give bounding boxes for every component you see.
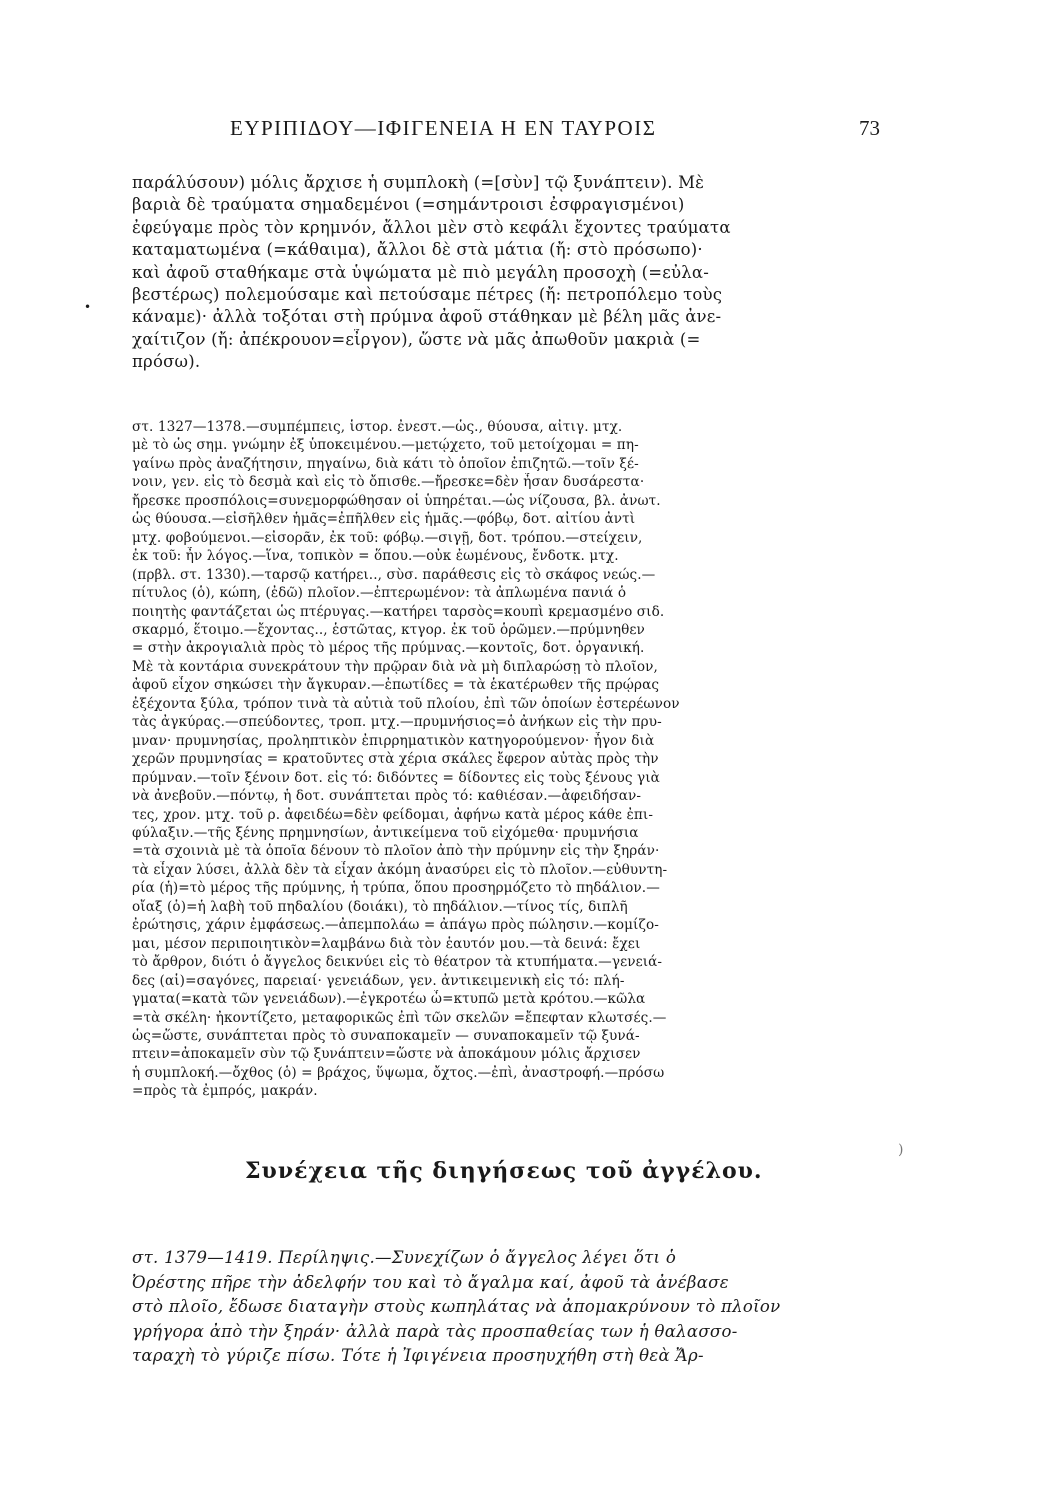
note-line: σκαρμό, ἕτοιμο.—ἔχοντας.., ἑστῶτας, κτγορ. ἐκ τοῦ ὁρῶμεν.—πρύμνηθεν bbox=[132, 621, 645, 638]
note-line: γματα(=κατὰ τῶν γενειάδων).—ἐγκροτέω ὦ=κτυπῶ μετὰ κρότου.—κῶλα bbox=[132, 991, 646, 1008]
note-line: τὰ εἶχαν λύσει, ἀλλὰ δὲν τὰ εἶχαν ἀκόμη ἀνασύρει εἰς τὸ πλοῖον.—εὐθυντη- bbox=[132, 861, 668, 878]
note-line: χερῶν πρυμνησίας = κρατοῦντες στὰ χέρια σκάλες ἔφερον αὐτὰς πρὸς τὴν bbox=[132, 751, 659, 768]
text-line: χαίτιζον (ἤ: ἀπέκρουον=εἶργον), ὥστε νὰ μᾶς ἀπωθοῦν μακριὰ (= bbox=[132, 329, 701, 349]
summary-line: στ. 1379—1419. Περίληψις.—Συνεχίζων ὁ ἄγγελος λέγει ὅτι ὁ bbox=[132, 1248, 677, 1267]
note-line: (πρβλ. στ. 1330).—ταρσῷ κατήρει.., σὺσ. παράθεσις εἰς τὸ σκάφος νεώς.— bbox=[132, 566, 656, 583]
text-line: βεστέρως) πολεμούσαμε καὶ πετούσαμε πέτρες (ἤ: πετροπόλεμο τοὺς bbox=[132, 285, 723, 305]
note-line: νὰ ἀνεβοῦν.—πόντῳ, ἡ δοτ. συνάπτεται πρὸς τό: καθιέσαν.—ἀφειδήσαν- bbox=[132, 788, 642, 805]
text-line: καὶ ἀφοῦ σταθήκαμε στὰ ὑψώματα μὲ πιὸ μεγάλη προσοχὴ (=εὐλα- bbox=[132, 262, 709, 282]
note-line: ποιητὴς φαντάζεται ὡς πτέρυγας.—κατήρει ταρσὸς=κουπὶ κρεμασμένο σιδ. bbox=[132, 603, 665, 620]
note-line: τες, χρον. μτχ. τοῦ ρ. ἀφειδέω=δὲν φείδομαι, ἀφήνω κατὰ μέρος κάθε ἐπι- bbox=[132, 806, 654, 823]
note-line: φύλαξιν.—τῆς ξένης πρημνησίων, ἀντικείμενα τοῦ εἰχόμεθα· πρυμνήσια bbox=[132, 824, 639, 841]
note-line: =τὰ σκέλη· ἠκοντίζετο, μεταφορικῶς ἐπὶ τῶν σκελῶν =ἔπεφταν κλωτσές.— bbox=[132, 1009, 667, 1026]
note-line: ἤρεσκε προσπόλοις=συνεμορφώθησαν οἱ ὑπηρέται.—ὡς νίζουσα, βλ. ἀνωτ. bbox=[132, 492, 661, 509]
note-line: πίτυλος (ὁ), κώπη, (ἐδῶ) πλοῖον.—ἐπτερωμένον: τὰ ἀπλωμένα πανιά ὁ bbox=[132, 585, 627, 602]
note-line: ἀφοῦ εἶχον σηκώσει τὴν ἄγκυραν.—ἐπωτίδες = τὰ ἑκατέρωθεν τῆς πρῴρας bbox=[132, 677, 660, 694]
note-line: οἴαξ (ὁ)=ἡ λαβὴ τοῦ πηδαλίου (δοιάκι), τὸ πηδάλιον.—τίνος τίς, διπλῆ bbox=[132, 898, 628, 915]
note-line: =τὰ σχοινιὰ μὲ τὰ ὁποῖα δένουν τὸ πλοῖον ἀπὸ τὴν πρύμνην εἰς τὴν ξηράν· bbox=[132, 843, 660, 860]
summary-line: ταραχὴ τὸ γύριζε πίσω. Τότε ἡ Ἰφιγένεια προσηυχήθη στὴ θεὰ Ἄρ- bbox=[132, 1346, 704, 1366]
section-heading: Συνέχεια τῆς διηγήσεως τοῦ ἀγγέλου. bbox=[245, 1158, 763, 1184]
note-line: μτχ. φοβούμενοι.—εἰσορᾶν, ἐκ τοῦ: φόβῳ.—σιγῇ, δοτ. τρόπου.—στείχειν, bbox=[132, 529, 643, 546]
note-line: ἐκ τοῦ: ἦν λόγος.—ἵνα, τοπικὸν = ὅπου.—οὐκ ἐωμένους, ἔνδοτκ. μτχ. bbox=[132, 548, 619, 565]
text-line: βαριὰ δὲ τραύματα σημαδεμένοι (=σημάντροισι ἐσφραγισμένοι) bbox=[132, 195, 685, 215]
note-line: μαι, μέσον περιποιητικὸν=λαμβάνω διὰ τὸν ἑαυτόν μου.—τὰ δεινά: ἔχει bbox=[132, 935, 641, 952]
header-title: ΕΥΡΙΠΙΔΟΥ—ΙΦΙΓΕΝΕΙΑ Η ΕΝ ΤΑΥΡΟΙΣ bbox=[230, 116, 657, 140]
translation-paragraph bbox=[132, 172, 888, 374]
note-line: δες (αἱ)=σαγόνες, παρειαί· γενειάδων, γεν. ἀντικειμενικὴ εἰς τό: πλή- bbox=[132, 972, 625, 989]
note-line: ρία (ἡ)=τὸ μέρος τῆς πρύμνης, ἡ τρύπα, ὅπου προσηρμόζετο τὸ πηδάλιον.— bbox=[132, 880, 660, 897]
note-line: Μὲ τὰ κοντάρια συνεκράτουν τὴν πρῷραν διὰ νὰ μὴ διπλαρώσῃ τὸ πλοῖον, bbox=[132, 658, 658, 675]
summary-line: γρήγορα ἀπὸ τὴν ξηράν· ἀλλὰ παρὰ τὰς προσπαθείας των ἡ θαλασσο- bbox=[132, 1321, 738, 1341]
note-line: ὡς=ὥστε, συνάπτεται πρὸς τὸ συναποκαμεῖν — συναποκαμεῖν τῷ ξυνά- bbox=[132, 1027, 640, 1044]
margin-bracket: ) bbox=[898, 1142, 904, 1158]
text-line: ἐφεύγαμε πρὸς τὸν κρημνόν, ἄλλοι μὲν στὸ κεφάλι ἔχοντες τραύματα bbox=[132, 217, 731, 237]
note-line: ὡς θύουσα.—εἰσῆλθεν ἡμᾶς=ἐπῆλθεν εἰς ἡμᾶς.—φόβῳ, δοτ. αἰτίου ἀντὶ bbox=[132, 511, 636, 528]
note-line: ἐρώτησις, χάριν ἐμφάσεως.—ἀπεμπολάω = ἀπάγω πρὸς πώλησιν.—κομίζο- bbox=[132, 917, 659, 934]
commentary-notes bbox=[132, 418, 888, 1101]
note-line: πτειν=ἀποκαμεῖν σὺν τῷ ξυνάπτειν=ὥστε νὰ ἀποκάμουν μόλις ἄρχισεν bbox=[132, 1046, 641, 1063]
note-line: ἡ συμπλοκή.—ὄχθος (ὁ) = βράχος, ὕψωμα, ὄχτος.—ἐπὶ, ἀναστροφή.—πρόσω bbox=[132, 1064, 665, 1081]
note-line: πρύμναν.—τοῖν ξένοιν δοτ. εἰς τό: διδόντες = δίδοντες εἰς τοὺς ξένους γιὰ bbox=[132, 769, 660, 786]
summary-line: στὸ πλοῖο, ἔδωσε διαταγὴν στοὺς κωπηλάτας νὰ ἀπομακρύνουν τὸ πλοῖον bbox=[132, 1297, 781, 1317]
note-line: ἐξέχοντα ξύλα, τρόπον τινὰ τὰ αὐτιὰ τοῦ πλοίου, ἐπὶ τῶν ὁποίων ἐστερέωνον bbox=[132, 695, 680, 712]
text-line: κάναμε)· ἀλλὰ τοξόται στὴ πρύμνα ἀφοῦ στάθηκαν μὲ βέλη μᾶς ἀνε- bbox=[132, 307, 722, 327]
note-line: μναν· πρυμνησίας, προληπτικὸν ἐπιρρηματικὸν κατηγορούμενον· ἦγον διὰ bbox=[132, 732, 655, 749]
note-line: τὸ ἄρθρον, διότι ὁ ἄγγελος δεικνύει εἰς τὸ θέατρον τὰ κτυπήματα.—γενειά- bbox=[132, 954, 663, 971]
text-line: καταματωμένα (=κάθαιμα), ἄλλοι δὲ στὰ μάτια (ἤ: στὸ πρόσωπο)· bbox=[132, 240, 703, 260]
running-header bbox=[200, 116, 880, 146]
page-number: 73 bbox=[859, 116, 880, 140]
summary-line: Ὀρέστης πῆρε τὴν ἀδελφήν του καὶ τὸ ἄγαλμα καί, ἀφοῦ τὰ ἀνέβασε bbox=[132, 1272, 729, 1292]
summary-paragraph bbox=[132, 1246, 888, 1369]
text-line: παράλύσουν) μόλις ἄρχισε ἡ συμπλοκὴ (=[σὺν] τῷ ξυνάπτειν). Μὲ bbox=[132, 173, 705, 192]
note-line: μὲ τὸ ὡς σημ. γνώμην ἐξ ὑποκειμένου.—μετῴχετο, τοῦ μετοίχομαι = πη- bbox=[132, 437, 639, 454]
note-line: στ. 1327—1378.—συμπέμπεις, ἱστορ. ἐνεστ.—ὡς., θύουσα, αἰτιγ. μτχ. bbox=[132, 419, 623, 435]
note-line: νοιν, γεν. εἰς τὸ δεσμὰ καὶ εἰς τὸ ὄπισθε.—ἤρεσκε=δὲν ἦσαν δυσάρεστα· bbox=[132, 474, 645, 491]
note-line: = στὴν ἀκρογιαλιὰ πρὸς τὸ μέρος τῆς πρύμνας.—κοντοῖς, δοτ. ὀργανική. bbox=[132, 640, 645, 657]
note-line: τὰς ἀγκύρας.—σπεύδοντες, τροπ. μτχ.—πρυμνήσιος=ὁ ἀνήκων εἰς τὴν πρυ- bbox=[132, 714, 662, 731]
margin-mark: • bbox=[84, 300, 92, 314]
note-line: γαίνω πρὸς ἀναζήτησιν, πηγαίνω, διὰ κάτι τὸ ὁποῖον ἐπιζητῶ.—τοῖν ξέ- bbox=[132, 455, 639, 472]
text-line: πρόσω). bbox=[132, 352, 201, 372]
note-line: =πρὸς τὰ ἐμπρός, μακράν. bbox=[132, 1083, 318, 1100]
